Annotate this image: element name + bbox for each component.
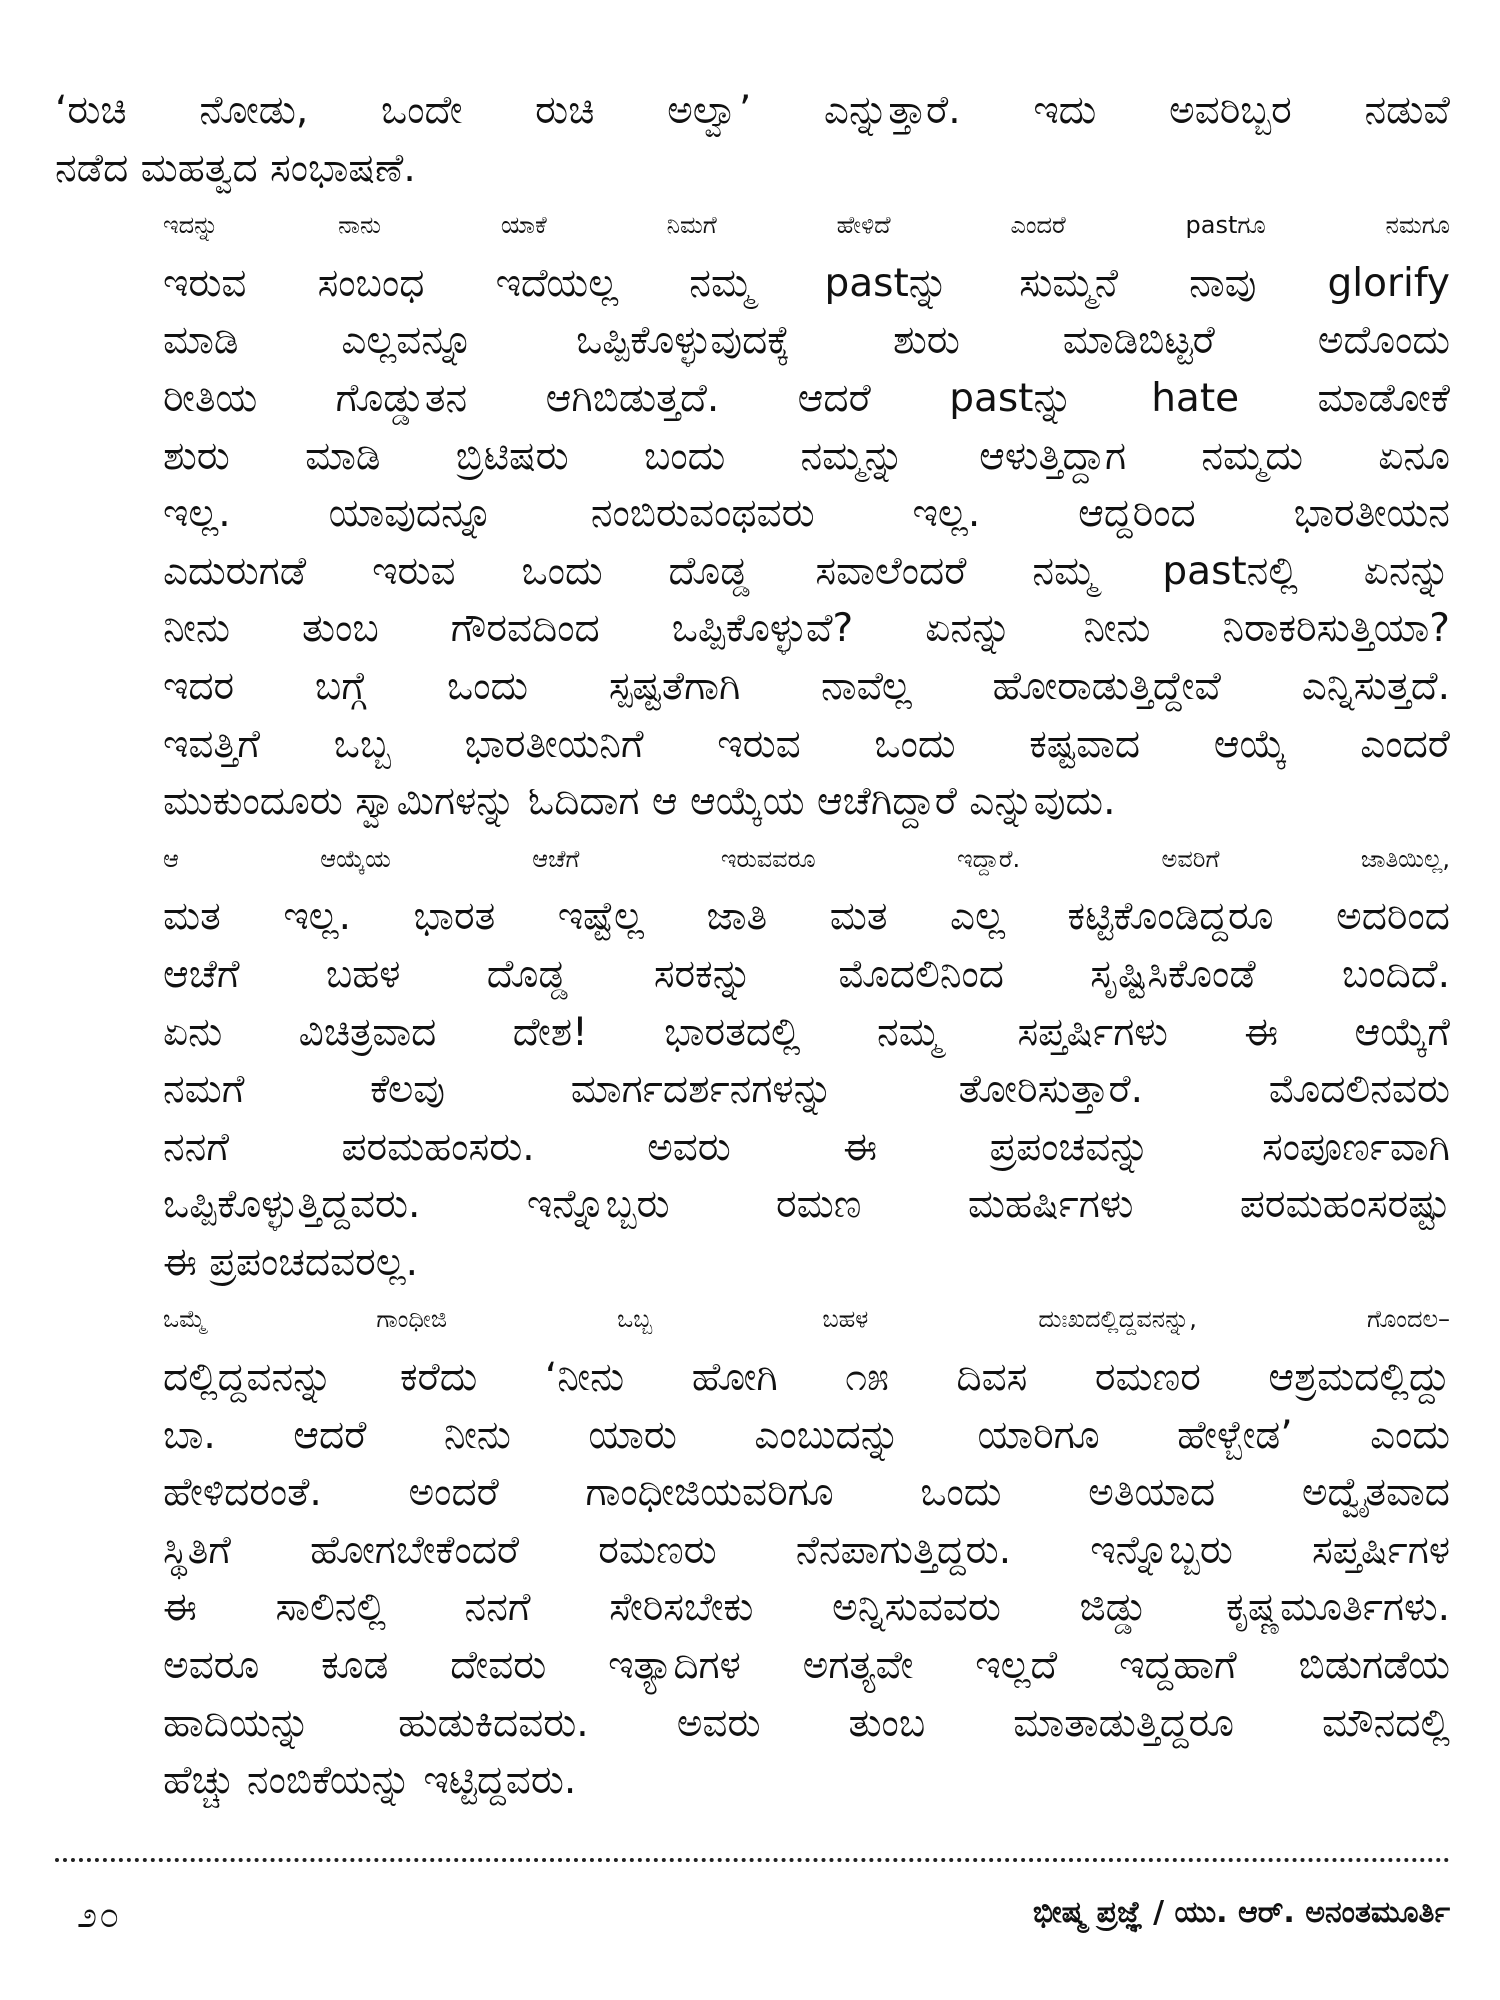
- text-line: ಶುರು ಮಾಡಿ ಬ್ರಿಟಿಷರು ಬಂದು ನಮ್ಮನ್ನು ಆಳುತ್ತಿದ್ದಾಗ ನಮ್ಮದು ಏನೂ: [163, 433, 1450, 479]
- text-line: ಇವತ್ತಿಗೆ ಒಬ್ಬ ಭಾರತೀಯನಿಗೆ ಇರುವ ಒಂದು ಕಷ್ಟವಾದ ಆಯ್ಕೆ ಎಂದರೆ: [163, 721, 1450, 767]
- text-line: ರೀತಿಯ ಗೊಡ್ಡುತನ ಆಗಿಬಿಡುತ್ತದೆ. ಆದರೆ pastನ್ನು hate ಮಾಡೋಕೆ: [163, 375, 1450, 421]
- text-line: ದಲ್ಲಿದ್ದವನನ್ನು ಕರೆದು ‘ನೀನು ಹೋಗಿ ೧೫ ದಿವಸ ರಮಣರ ಆಶ್ರಮದಲ್ಲಿದ್ದು: [163, 1355, 1450, 1401]
- text-line: ಮಾಡಿ ಎಲ್ಲವನ್ನೂ ಒಪ್ಪಿಕೊಳ್ಳುವುದಕ್ಕೆ ಶುರು ಮಾಡಿಬಿಟ್ಟರೆ ಅದೊಂದು: [163, 318, 1450, 364]
- text-line: ಏನು ವಿಚಿತ್ರವಾದ ದೇಶ! ಭಾರತದಲ್ಲಿ ನಮ್ಮ ಸಪ್ತರ್ಷಿಗಳು ಈ ಆಯ್ಕೆಗೆ: [163, 1009, 1450, 1055]
- text-line: ಬಾ. ಆದರೆ ನೀನು ಯಾರು ಎಂಬುದನ್ನು ಯಾರಿಗೂ ಹೇಳ್ಬೇಡ’ ಎಂದು: [163, 1412, 1450, 1458]
- paragraph: [55, 831, 1450, 1292]
- paragraph: [55, 1291, 1450, 1809]
- text-line: ನನಗೆ ಪರಮಹಂಸರು. ಅವರು ಈ ಪ್ರಪಂಚವನ್ನು ಸಂಪೂರ್ಣವಾಗಿ: [163, 1124, 1450, 1170]
- text-line: ಮತ ಇಲ್ಲ. ಭಾರತ ಇಷ್ಟೆಲ್ಲ ಜಾತಿ ಮತ ಎಲ್ಲ ಕಟ್ಟಿಕೊಂಡಿದ್ದರೂ ಅದರಿಂದ: [163, 894, 1450, 940]
- text-line: ನಡೆದ ಮಹತ್ವದ ಸಂಭಾಷಣೆ.: [55, 145, 416, 191]
- text-line: ಎದುರುಗಡೆ ಇರುವ ಒಂದು ದೊಡ್ಡ ಸವಾಲೆಂದರೆ ನಮ್ಮ pastನಲ್ಲಿ ಏನನ್ನು: [163, 548, 1450, 594]
- text-line: ಇರುವ ಸಂಬಂಧ ಇದೆಯಲ್ಲ ನಮ್ಮ pastನ್ನು ಸುಮ್ಮನೆ ನಾವು glorify: [163, 260, 1450, 306]
- text-line: ಈ ಪ್ರಪಂಚದವರಲ್ಲ.: [163, 1239, 419, 1285]
- page-footer: [55, 1895, 1450, 1955]
- body-text: [55, 82, 1450, 1810]
- text-line: ಆಚೆಗೆ ಬಹಳ ದೊಡ್ಡ ಸರಕನ್ನು ಮೊದಲಿನಿಂದ ಸೃಷ್ಟಿಸಿಕೊಂಡೆ ಬಂದಿದೆ.: [163, 951, 1450, 997]
- text-line: ಈ ಸಾಲಿನಲ್ಲಿ ನನಗೆ ಸೇರಿಸಬೇಕು ಅನ್ನಿಸುವವರು ಜಿಡ್ಡು ಕೃಷ್ಣಮೂರ್ತಿಗಳು.: [163, 1585, 1450, 1631]
- text-line: ಒಮ್ಮೆ ಗಾಂಧೀಜಿ ಒಬ್ಬ ಬಹಳ ದುಃಖದಲ್ಲಿದ್ದವನನ್ನು, ಗೊಂದಲ–: [163, 1305, 1450, 1334]
- text-line: ನಮಗೆ ಕೆಲವು ಮಾರ್ಗದರ್ಶನಗಳನ್ನು ತೋರಿಸುತ್ತಾರೆ. ಮೊದಲಿನವರು: [163, 1067, 1450, 1113]
- running-title: ಭೀಷ್ಮ ಪ್ರಜ್ಞೆ / ಯು. ಆರ್. ಅನಂತಮೂರ್ತಿ: [1032, 1895, 1450, 1930]
- text-line: ‘ರುಚಿ ನೋಡು, ಒಂದೇ ರುಚಿ ಅಲ್ವಾ’ ಎನ್ನುತ್ತಾರೆ. ಇದು ಅವರಿಬ್ಬರ ನಡುವೆ: [55, 88, 1450, 133]
- text-line: ಇಲ್ಲ. ಯಾವುದನ್ನೂ ನಂಬಿರುವಂಥವರು ಇಲ್ಲ. ಆದ್ದರಿಂದ ಭಾರತೀಯನ: [163, 491, 1450, 537]
- text-line: ಇದರ ಬಗ್ಗೆ ಒಂದು ಸ್ಪಷ್ಟತೆಗಾಗಿ ನಾವೆಲ್ಲ ಹೋರಾಡುತ್ತಿದ್ದೇವೆ ಎನ್ನಿಸುತ್ತದೆ.: [163, 663, 1450, 709]
- page-number: ೨೦: [77, 1895, 122, 1936]
- text-line: ನೀನು ತುಂಬ ಗೌರವದಿಂದ ಒಪ್ಪಿಕೊಳ್ಳುವೆ? ಏನನ್ನು ನೀನು ನಿರಾಕರಿಸುತ್ತಿಯಾ?: [163, 606, 1450, 652]
- text-line: ಸ್ಥಿತಿಗೆ ಹೋಗಬೇಕೆಂದರೆ ರಮಣರು ನೆನಪಾಗುತ್ತಿದ್ದರು. ಇನ್ನೊಬ್ಬರು ಸಪ್ತರ್ಷಿಗಳ: [163, 1527, 1450, 1573]
- paragraph: [55, 82, 1450, 197]
- text-line: ಆ ಆಯ್ಕೆಯ ಆಚೆಗೆ ಇರುವವರೂ ಇದ್ದಾರೆ. ಅವರಿಗೆ ಜಾತಿಯಿಲ್ಲ,: [163, 844, 1450, 873]
- text-line: ಒಪ್ಪಿಕೊಳ್ಳುತ್ತಿದ್ದವರು. ಇನ್ನೊಬ್ಬರು ರಮಣ ಮಹರ್ಷಿಗಳು ಪರಮಹಂಸರಷ್ಟು: [163, 1182, 1450, 1228]
- text-line: ಹೆಚ್ಚು ನಂಬಿಕೆಯನ್ನು ಇಟ್ಟಿದ್ದವರು.: [163, 1758, 577, 1804]
- text-line: ಮುಕುಂದೂರು ಸ್ವಾಮಿಗಳನ್ನು ಓದಿದಾಗ ಆ ಆಯ್ಕೆಯ ಆಚೆಗಿದ್ದಾರೆ ಎನ್ನುವುದು.: [163, 779, 1116, 825]
- text-line: ಹಾದಿಯನ್ನು ಹುಡುಕಿದವರು. ಅವರು ತುಂಬ ಮಾತಾಡುತ್ತಿದ್ದರೂ ಮೌನದಲ್ಲಿ: [163, 1700, 1450, 1746]
- footer-divider: [55, 1858, 1450, 1862]
- paragraph: [55, 197, 1450, 831]
- text-line: ಹೇಳಿದರಂತೆ. ಅಂದರೆ ಗಾಂಧೀಜಿಯವರಿಗೂ ಒಂದು ಅತಿಯಾದ ಅದ್ವೈತವಾದ: [163, 1470, 1450, 1516]
- text-line: ಇದನ್ನು ನಾನು ಯಾಕೆ ನಿಮಗೆ ಹೇಳಿದೆ ಎಂದರೆ pastಗೂ ನಮಗೂ: [163, 211, 1450, 240]
- text-line: ಅವರೂ ಕೂಡ ದೇವರು ಇತ್ಯಾದಿಗಳ ಅಗತ್ಯವೇ ಇಲ್ಲದೆ ಇದ್ದಹಾಗೆ ಬಿಡುಗಡೆಯ: [163, 1643, 1450, 1689]
